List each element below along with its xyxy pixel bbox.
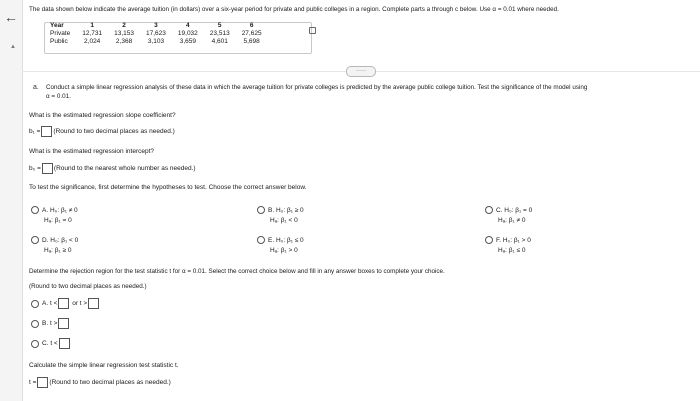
hyp-option-e[interactable]: [257, 236, 304, 256]
hyp-c-h0: C. H₀: β₁ = 0: [496, 207, 533, 214]
hyp-e-ha: Hₐ: β₁ > 0: [270, 247, 298, 254]
question-hypotheses: To test the significance, first determine the hypotheses to test. Choose the correct answer below.: [29, 184, 307, 191]
t-row: [29, 377, 171, 388]
radio-b[interactable]: [257, 206, 265, 214]
radio-e[interactable]: [257, 236, 265, 244]
b1-input[interactable]: [41, 126, 52, 137]
reject-a-lower-input[interactable]: [58, 298, 69, 309]
reject-a-label: A.: [42, 300, 49, 308]
radio-c[interactable]: [485, 206, 493, 214]
question-slope: What is the estimated regression slope coefficient?: [29, 112, 176, 119]
b1-hint: (Round to two decimal places as needed.): [53, 128, 175, 136]
reject-a-or: or t >: [72, 300, 88, 308]
t-hint: (Round to two decimal places as needed.): [49, 379, 171, 387]
table-cell: 5: [217, 22, 222, 29]
hyp-option-b[interactable]: [257, 206, 304, 226]
table-cell: 17,623: [146, 30, 166, 37]
reject-c-label: C.: [42, 340, 49, 348]
reject-c-t-lt: t <: [50, 340, 58, 348]
reject-b-t-gt: t >: [49, 320, 58, 328]
part-a-text: Conduct a simple linear regression analysis of these data in which the average tuition for private colleges is predicted by the average public college tuition. Test the significance of the model using: [46, 84, 588, 91]
reject-a-upper-input[interactable]: [88, 298, 99, 309]
question-intercept: What is the estimated regression intercept?: [29, 148, 155, 155]
table-row-label: Year: [50, 22, 64, 29]
problem-intro: The data shown below indicate the average tuition (in dollars) over a six-year period for private and public colleges in a region. Complete parts a through c below. Use α = 0.01 where needed.: [29, 6, 559, 13]
table-cell: 3,103: [147, 38, 165, 45]
radio-d[interactable]: [31, 236, 39, 244]
table-cell: 2: [122, 22, 126, 29]
hyp-option-a[interactable]: [31, 206, 78, 226]
reject-b-input[interactable]: [58, 318, 69, 329]
hyp-b-h0: B. H₀: β₁ ≥ 0: [268, 207, 304, 214]
t-label: t =: [29, 379, 37, 387]
reject-b-label: B.: [42, 320, 49, 328]
part-marker: a.: [33, 84, 39, 91]
hyp-f-ha: Hₐ: β₁ ≤ 0: [498, 247, 526, 254]
hyp-f-h0: F. H₀: β₁ > 0: [496, 237, 531, 244]
table-cell: 27,625: [241, 30, 262, 37]
hyp-d-h0: D. H₀: β₁ < 0: [42, 237, 79, 244]
reject-option-a[interactable]: [31, 298, 100, 309]
rejection-hint: (Round to two decimal places as needed.): [29, 283, 147, 290]
reject-a-t-lt: t <: [49, 300, 58, 308]
reject-c-input[interactable]: [59, 338, 70, 349]
hyp-a-ha: Hₐ: β₁ = 0: [44, 217, 72, 224]
table-row-label: Private: [50, 30, 71, 37]
table-cell: 2,024: [84, 38, 101, 45]
table-cell: 4,601: [211, 38, 228, 45]
collapse-triangle-icon[interactable]: ▲: [10, 44, 16, 50]
table-cell: 3: [154, 22, 158, 29]
table-cell: 3,659: [179, 38, 196, 45]
radio-f[interactable]: [485, 236, 493, 244]
question-test-statistic: Calculate the simple linear regression test statistic t.: [29, 362, 179, 369]
b0-label: b₀ =: [29, 165, 41, 173]
hyp-b-ha: Hₐ: β₁ < 0: [270, 217, 298, 224]
question-rejection-region: Determine the rejection region for the test statistic t for α = 0.01. Select the correct choice below and fill in any answer boxes to complete your choice.: [29, 268, 445, 275]
copy-data-icon[interactable]: [309, 27, 316, 34]
expand-button[interactable]: ·····: [346, 66, 376, 77]
b0-hint: (Round to the nearest whole number as needed.): [53, 165, 196, 173]
reject-option-b[interactable]: [31, 318, 70, 329]
left-rail: [0, 0, 23, 401]
hyp-c-ha: Hₐ: β₁ ≠ 0: [498, 217, 526, 224]
table-cell: 19,032: [177, 30, 198, 37]
table-cell: 6: [249, 22, 254, 29]
b0-input[interactable]: [42, 163, 53, 174]
radio-reject-a[interactable]: [31, 300, 39, 308]
data-table: [46, 22, 268, 46]
t-input[interactable]: [37, 377, 48, 388]
hyp-option-d[interactable]: [31, 236, 78, 256]
back-arrow-icon[interactable]: ←: [4, 9, 18, 25]
hyp-d-ha: Hₐ: β₁ ≥ 0: [44, 247, 72, 254]
hyp-option-c[interactable]: [485, 206, 532, 226]
b1-label: b₁ =: [29, 128, 41, 136]
reject-option-c[interactable]: [31, 338, 71, 349]
table-row-label: Public: [50, 38, 68, 45]
b0-row: [29, 163, 196, 174]
hyp-option-f[interactable]: [485, 236, 531, 256]
radio-a[interactable]: [31, 206, 39, 214]
b1-row: [29, 126, 175, 137]
table-cell: 4: [186, 22, 190, 29]
table-cell: 1: [90, 22, 94, 29]
table-cell: 5,698: [243, 38, 260, 45]
table-cell: 12,731: [82, 30, 103, 37]
part-a-alpha: α = 0.01.: [46, 93, 71, 100]
hyp-e-h0: E. H₀: β₁ ≤ 0: [268, 237, 304, 244]
hyp-a-h0: A. H₀: β₁ ≠ 0: [42, 207, 78, 214]
radio-reject-c[interactable]: [31, 340, 39, 348]
table-cell: 23,513: [209, 30, 230, 37]
radio-reject-b[interactable]: [31, 320, 39, 328]
table-cell: 13,153: [114, 30, 135, 37]
table-cell: 2,368: [115, 38, 133, 45]
